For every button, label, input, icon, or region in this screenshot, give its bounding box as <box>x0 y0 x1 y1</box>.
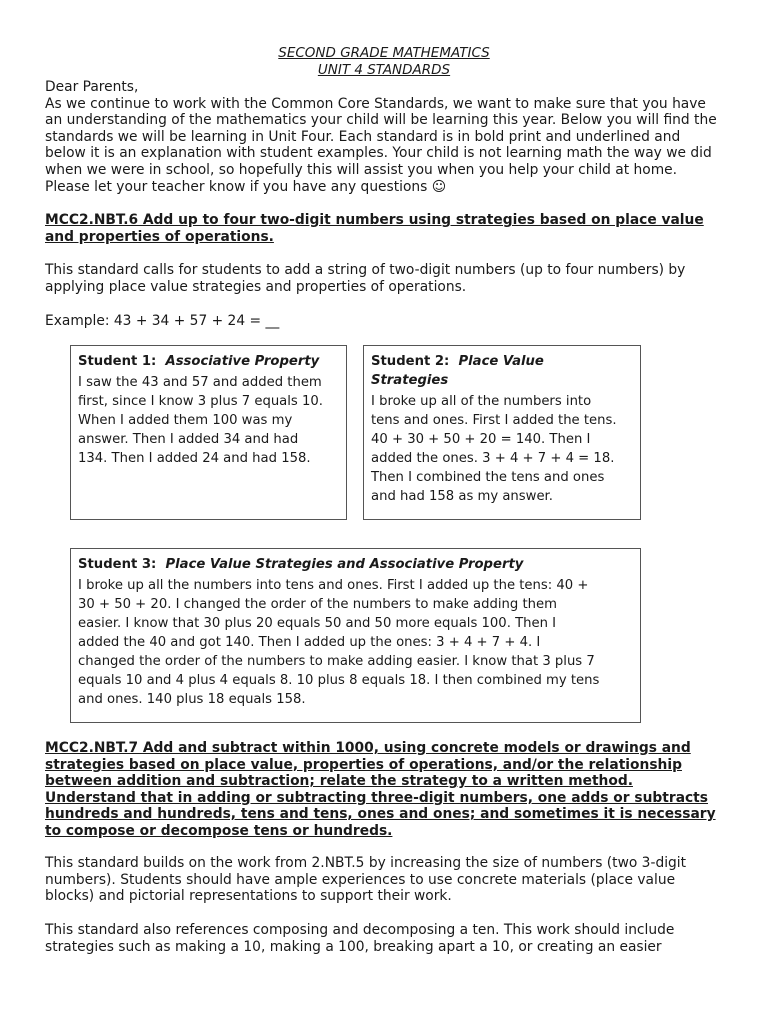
student-3-explanation: I broke up all the numbers into tens and ones. First I added up the tens: 40 + 30 + 50 + 20. I changed the order of the numbers to make adding them easier. I know that 30 plus 20 equals 50 and 50 more equals 100. Then I added the 40 and got 140. Then I added up the ones: 3 + 4 + 7 + 4. I changed the order of the numbers to make adding easier. I know that 3 plus 7 equals 10 and 4 plus 4 equals 8. 10 plus 8 equals 18. I then combined my tens and ones. 140 plus 18 equals 158. <box>78 578 600 707</box>
student-3-box <box>70 548 641 723</box>
greeting: Dear Parents, <box>45 79 139 95</box>
standard-explanation-nbt7: This standard builds on the work from 2.NBT.5 by increasing the size of numbers (two 3-digit numbers). Students should have ample experiences to use concrete materials (place value blocks) and pictorial representations to support their work. <box>45 855 687 905</box>
example-problem: Example: 43 + 34 + 57 + 24 = __ <box>45 313 280 329</box>
standard-explanation-nbt6: This standard calls for students to add a string of two-digit numbers (up to four numbers) by applying place value strategies and properties of operations. <box>45 262 686 295</box>
student-1-box <box>70 345 347 520</box>
intro-line: Please let your teacher know if you have any questions ☺ <box>45 178 447 195</box>
student-3-heading: Student 3: Place Value Strategies and Associative Property <box>78 557 524 572</box>
student-2-explanation: I broke up all of the numbers into tens and ones. First I added the tens. 40 + 30 + 50 + 20 = 140. Then I added the ones. 3 + 4 + 7 + 4 = 18. Then I combined the tens and ones and had 158 as my answer. <box>371 394 617 504</box>
standard-explanation-nbt7-continued: This standard also references composing and decomposing a ten. This work should include strategies such as making a 10, making a 100, breaking apart a 10, or creating an easier <box>45 922 675 955</box>
student-1-explanation: I saw the 43 and 57 and added them first, since I know 3 plus 7 equals 10. When I added them 100 was my answer. Then I added 34 and had 134. Then I added 24 and had 158. <box>78 375 323 466</box>
intro-line: standards we will be learning in Unit Four. Each standard is in bold print and underlined and <box>45 128 681 145</box>
document-title: SECOND GRADE MATHEMATICS <box>278 45 490 61</box>
intro-line: when we were in school, so hopefully this will assist you when you help your child at home. <box>45 161 678 178</box>
intro-line: an understanding of the mathematics your child will be learning this year. Below you will find the <box>45 112 717 129</box>
student-2-heading: Student 2: Place Value Strategies <box>371 354 544 388</box>
student-2-box <box>363 345 641 520</box>
intro-line: As we continue to work with the Common Core Standards, we want to make sure that you have <box>45 95 706 112</box>
student-1-heading: Student 1: Associative Property <box>78 354 320 369</box>
standard-heading-nbt6: MCC2.NBT.6 Add up to four two-digit numbers using strategies based on place value and properties of operations. <box>45 212 704 245</box>
document-subtitle: UNIT 4 STANDARDS <box>317 62 451 78</box>
intro-letter <box>45 79 735 195</box>
standard-heading-nbt7: MCC2.NBT.7 Add and subtract within 1000, using concrete models or drawings and strategies based on place value, properties of operations, and/or the relationship between addition and subtraction; relate the strategy to a written method. Understand that in adding or subtracting three-digit numbers, one adds or subtracts hundreds and hundreds, tens and tens, ones and ones; and sometimes it is necessary to compose or decompose tens or hundreds. <box>45 740 716 839</box>
intro-line: below it is an explanation with student examples. Your child is not learning math the way we did <box>45 145 712 162</box>
